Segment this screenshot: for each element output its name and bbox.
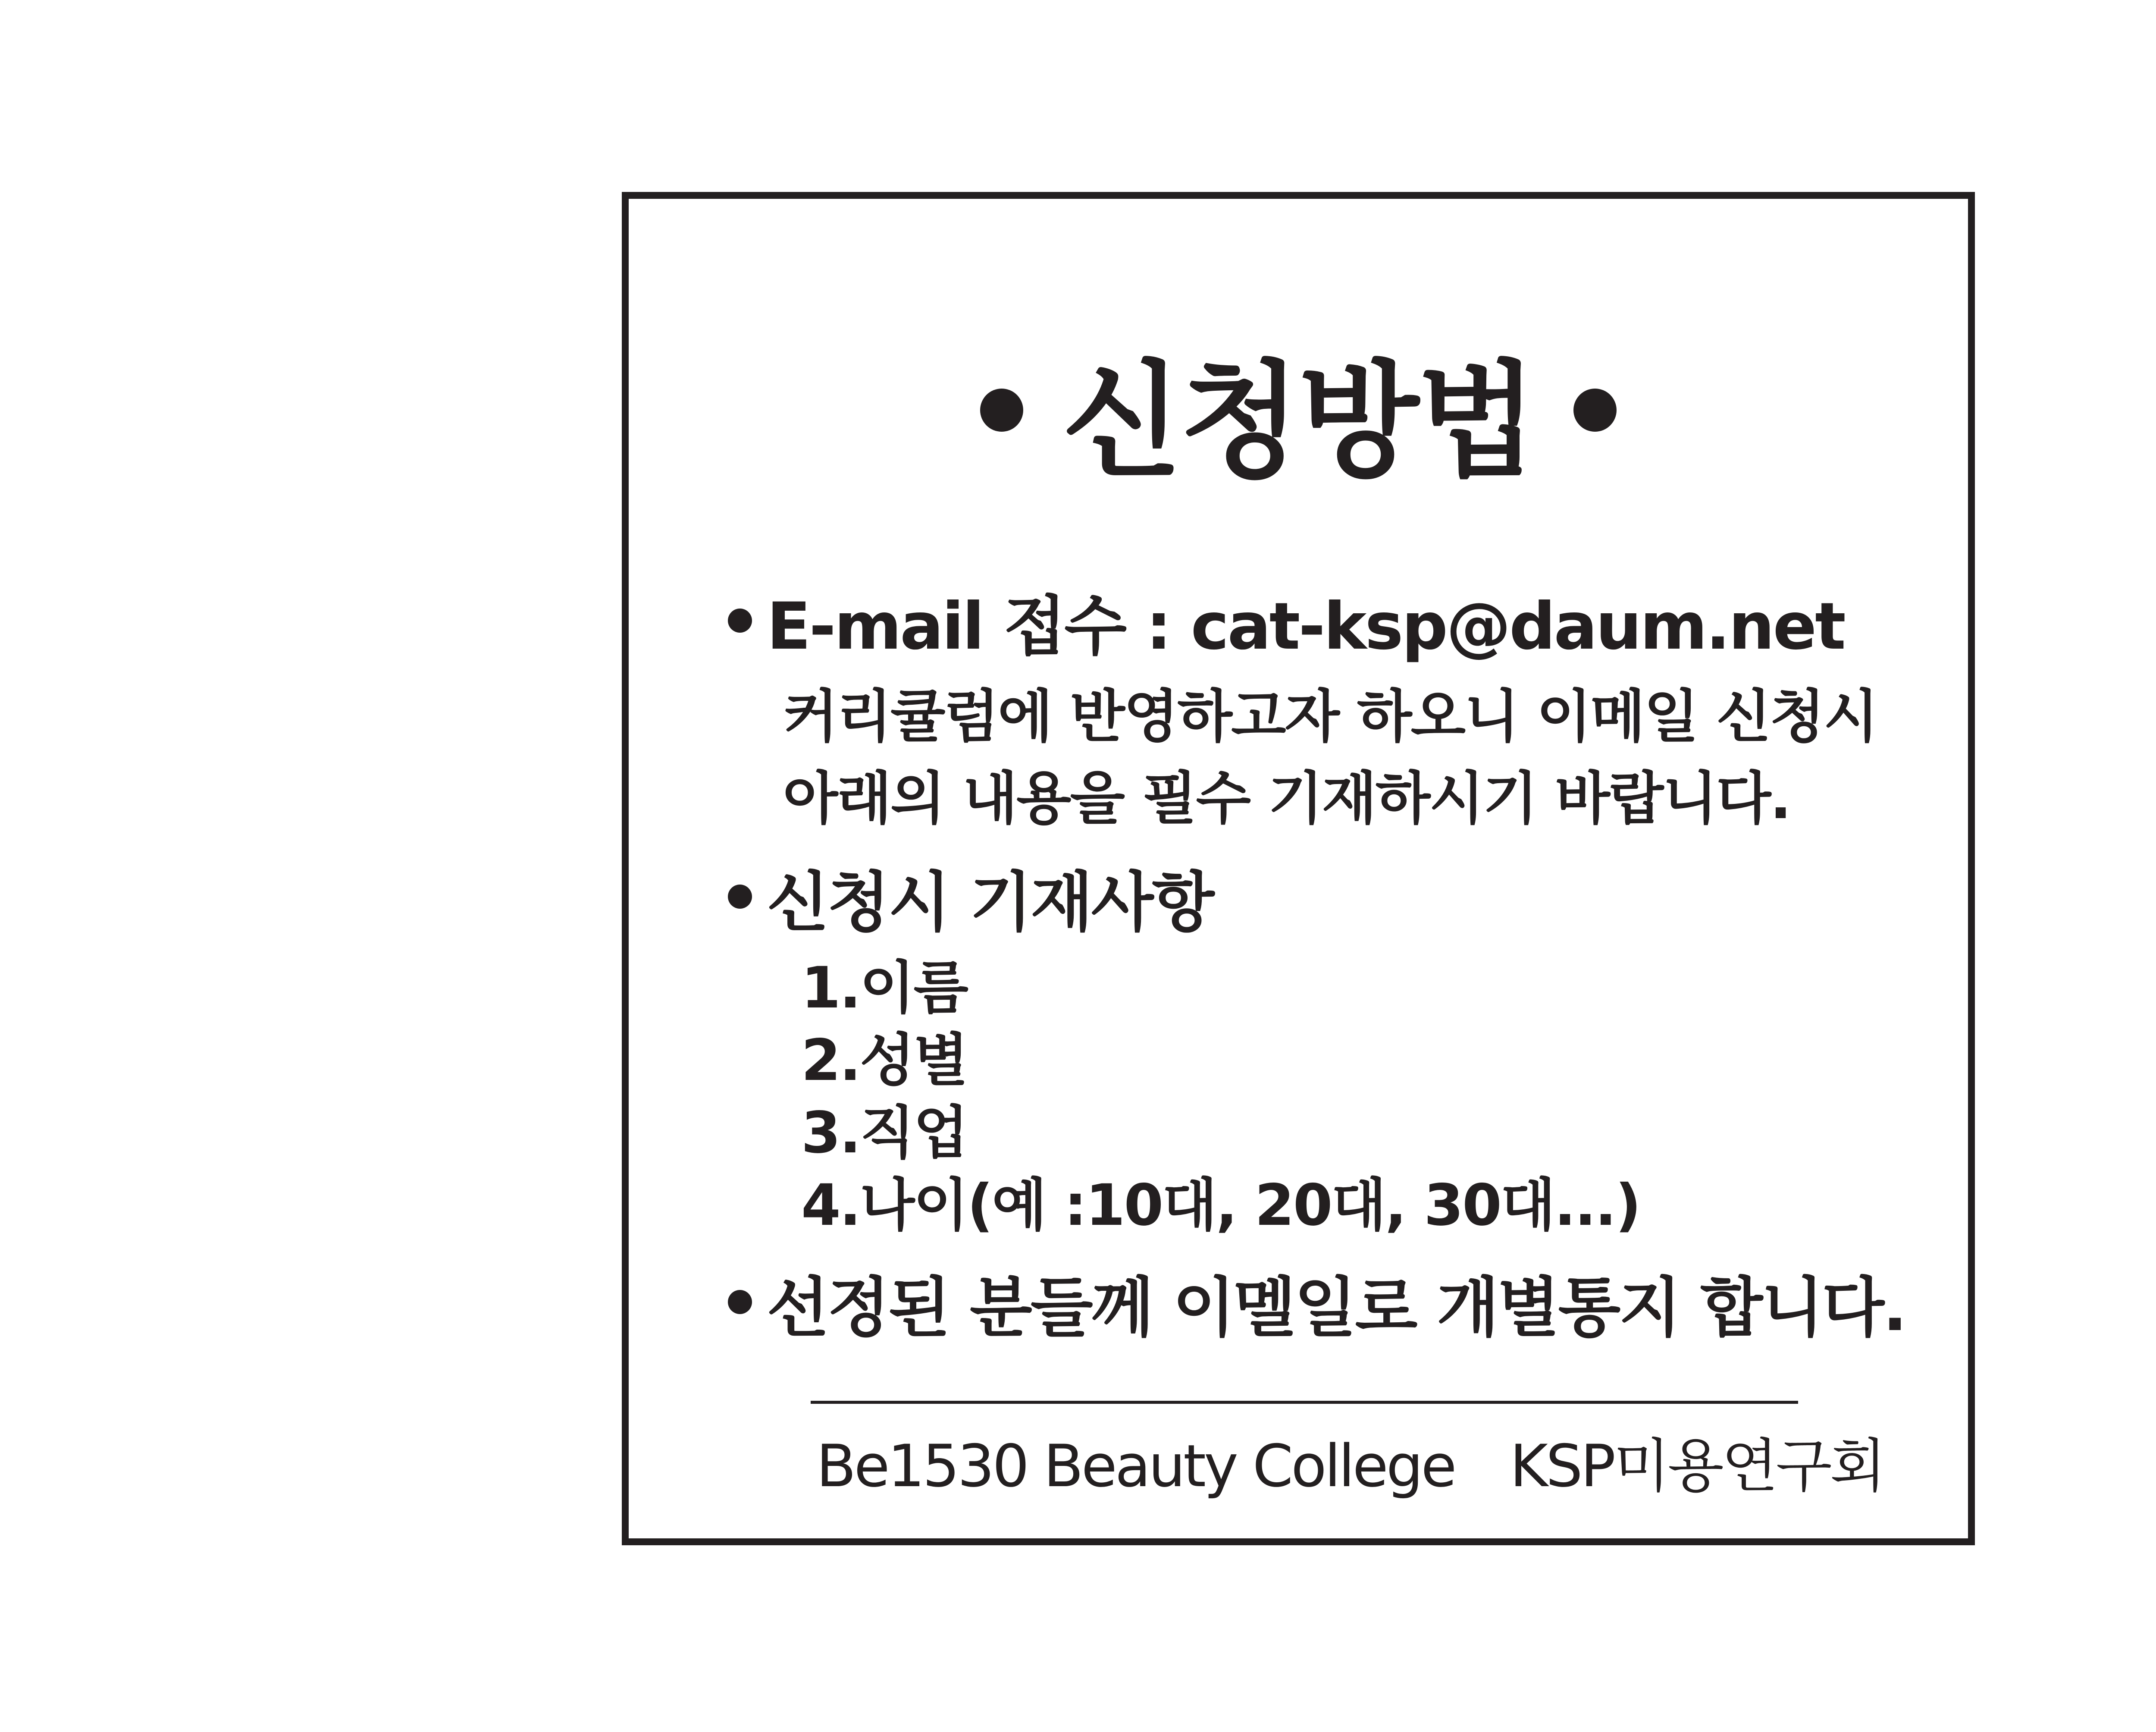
divider <box>811 1401 1798 1404</box>
footer <box>816 1419 1884 1503</box>
title-right-dot <box>1573 389 1617 432</box>
requirements-list <box>728 952 1640 1242</box>
notice-line <box>728 1255 1905 1349</box>
requirements-heading <box>728 850 1640 943</box>
email-heading <box>728 574 1877 667</box>
email-section <box>728 574 1877 840</box>
list-item: 2.성별 <box>801 1027 968 1094</box>
page-title <box>629 337 1968 494</box>
title-left-dot <box>980 389 1023 432</box>
list-item: 1.이름 <box>801 955 968 1021</box>
bullet-dot <box>728 885 752 909</box>
requirements-heading-text: 신청시 기재사항 <box>767 865 1213 940</box>
email-instruction-line: 아래의 내용을 필수 기재하시기 바랍니다. <box>783 766 1790 832</box>
email-heading-text: E-mail 접수 : cat-ksp@daum.net <box>767 589 1844 664</box>
email-instructions <box>728 676 1877 840</box>
email-instruction-line: 커리큘럼에 반영하고자 하오니 이메일 신청시 <box>783 684 1877 750</box>
notice-text: 선정된 분들께 이멜일로 개별통지 합니다. <box>767 1271 1906 1346</box>
requirements-section <box>728 850 1640 1242</box>
list-item: 4.나이(예 :10대, 20대, 30대...) <box>801 1172 1640 1239</box>
bullet-dot <box>728 609 752 633</box>
notice-section <box>728 1255 1905 1349</box>
notice-frame <box>622 192 1975 1545</box>
title-text: 신청방법 <box>1062 348 1535 494</box>
footer-society: KSP미용연구회 <box>1510 1432 1884 1500</box>
list-item: 3.직업 <box>801 1100 968 1166</box>
bullet-dot <box>728 1290 752 1314</box>
footer-college: Be1530 Beauty College <box>816 1432 1455 1500</box>
